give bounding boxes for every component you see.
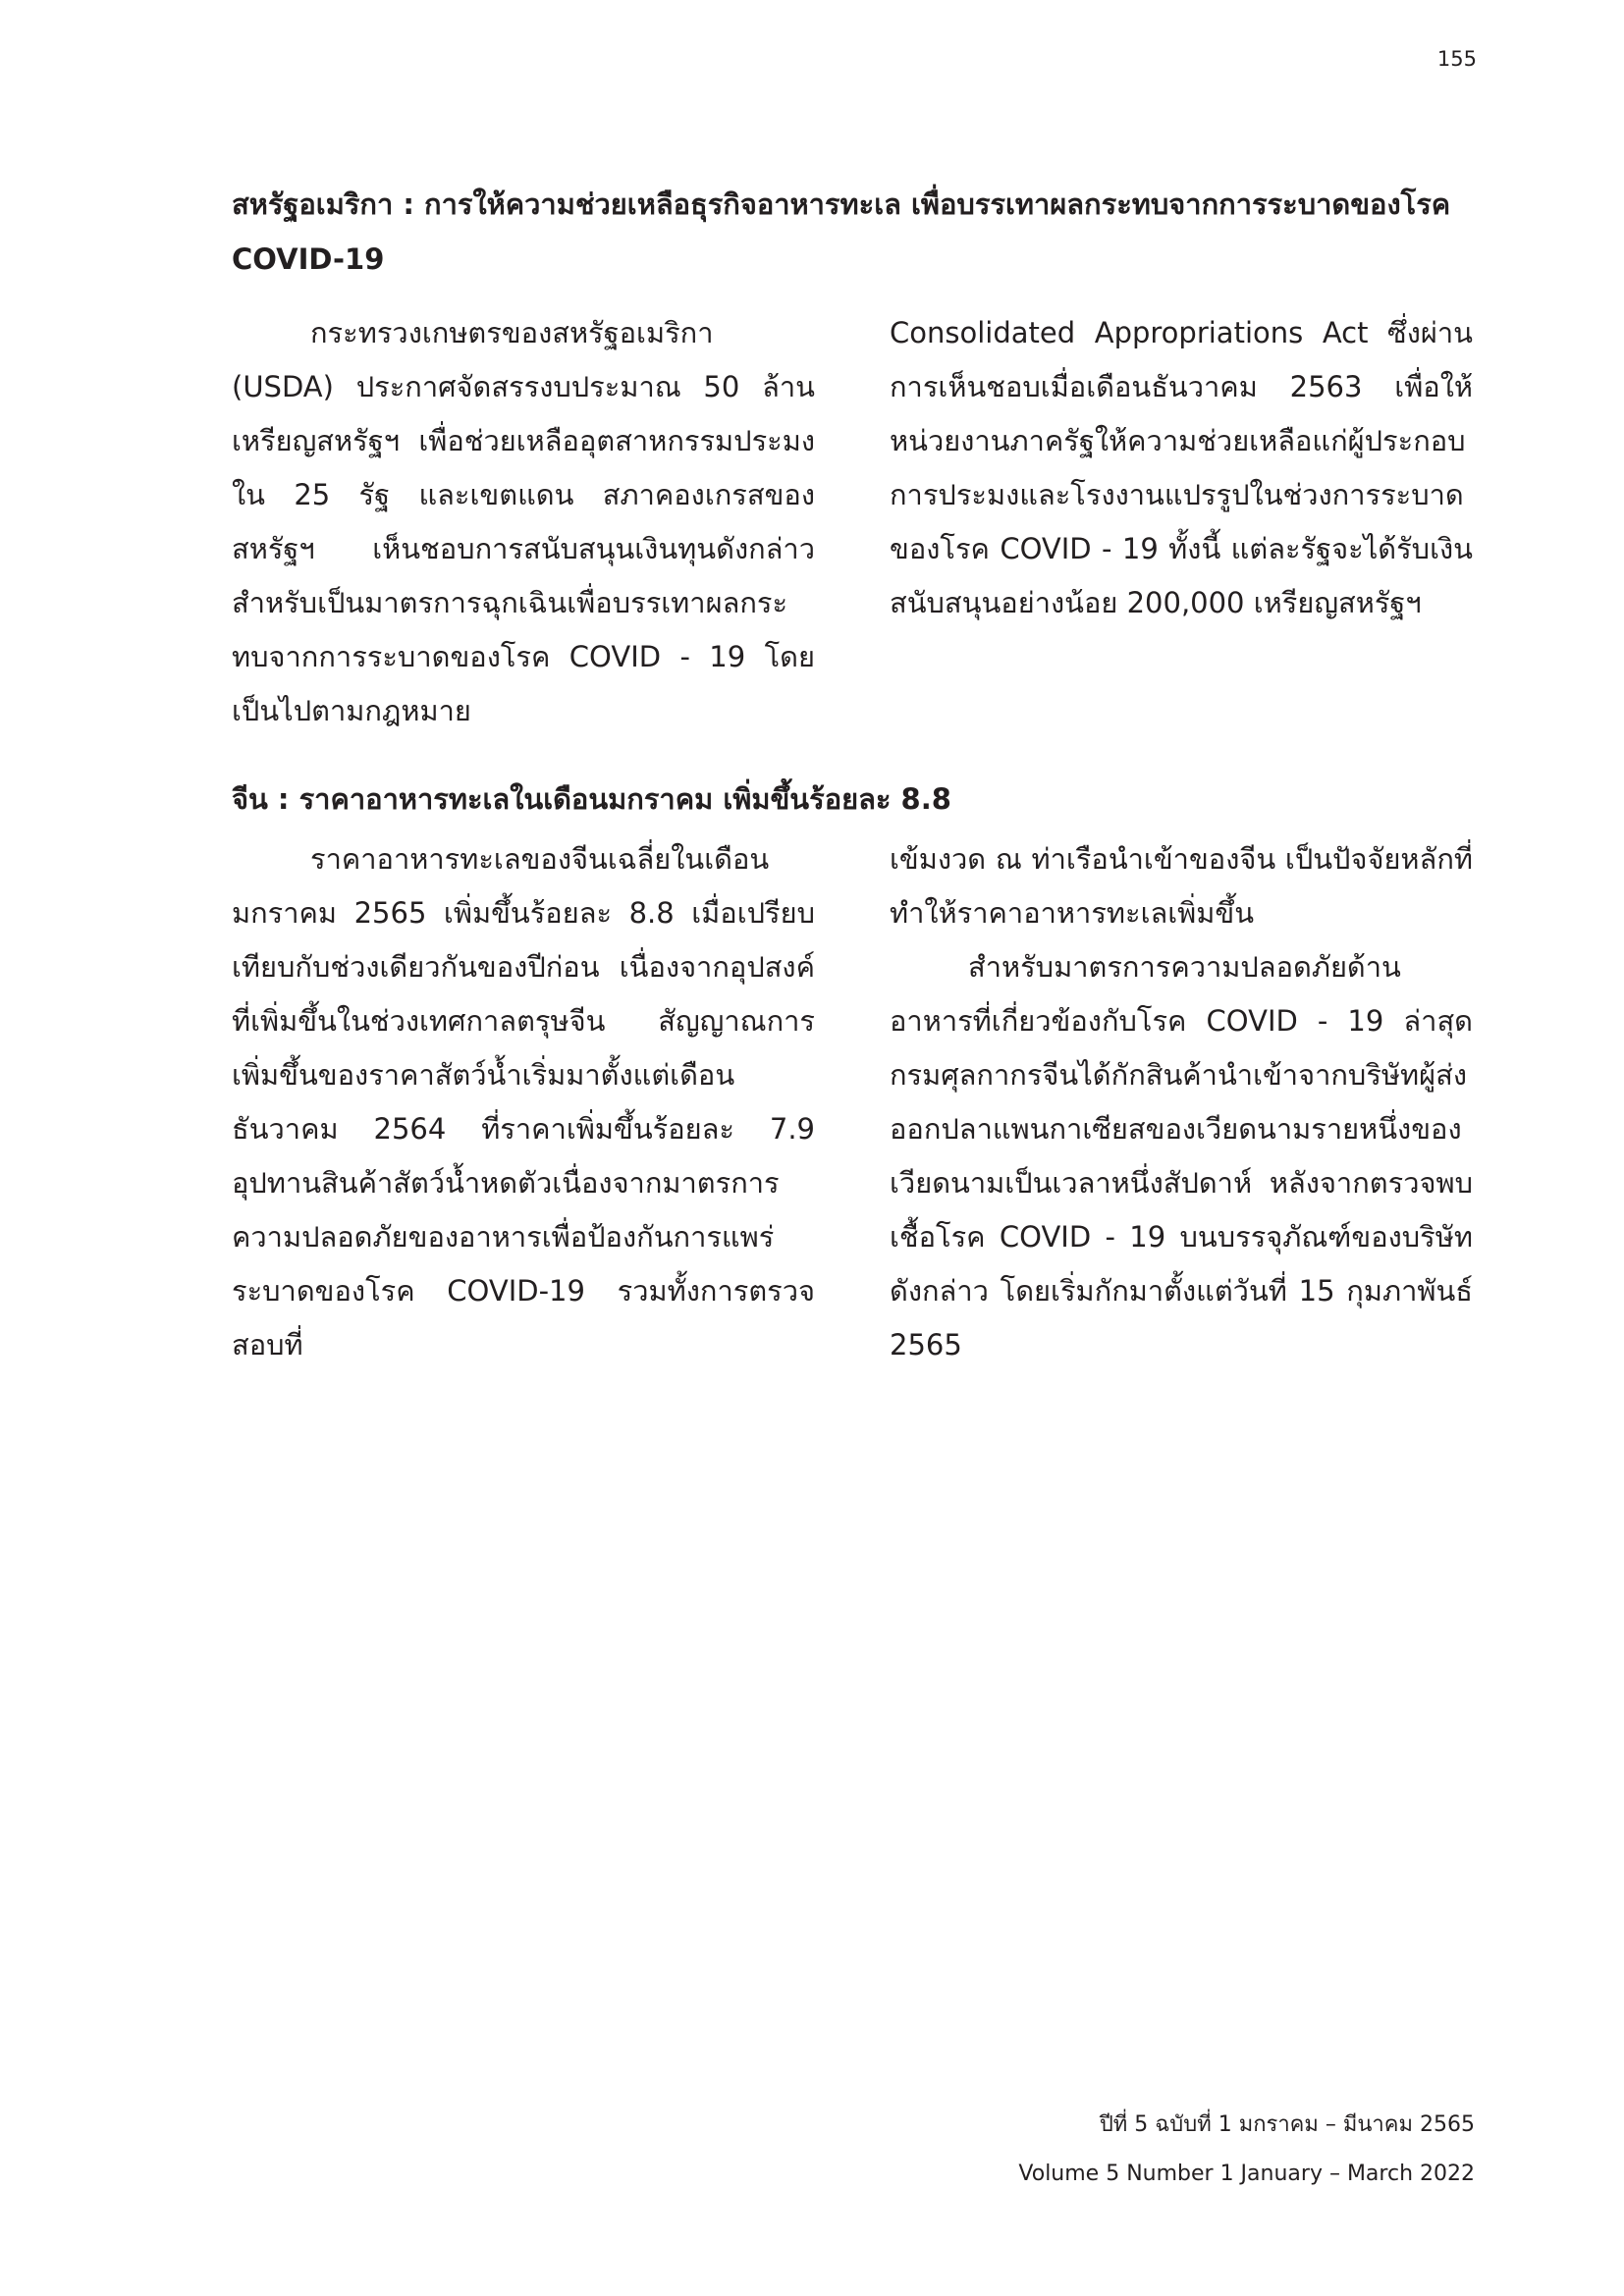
journal-footer <box>1018 2101 1475 2199</box>
left-column <box>232 306 815 738</box>
section-title: จีน : ราคาอาหารทะเลในเดือนมกราคม เพิ่มขึ้นร้อยละ 8.8 <box>232 782 951 816</box>
right-column <box>890 306 1473 738</box>
section-usa <box>232 177 1473 738</box>
right-column <box>890 832 1473 1372</box>
paragraph: สำหรับมาตรการความปลอดภัยด้านอาหารที่เกี่ยวข้องกับโรค COVID - 19 ล่าสุด กรมศุลกากรจีนได้กักสินค้านำเข้าจากบริษัทผู้ส่งออกปลาแพนกาเซียสของเวียดนามรายหนึ่งของเวียดนามเป็นเวลาหนึ่งสัปดาห์ หลังจากตรวจพบเชื้อโรค COVID - 19 บนบรรจุภัณฑ์ของบริษัทดังกล่าว โดยเริ่มกักมาตั้งแต่วันที่ 15 กุมภาพันธ์ 2565 <box>890 950 1473 1362</box>
two-column-body <box>232 832 1473 1372</box>
footer-english-issue: Volume 5 Number 1 January – March 2022 <box>1018 2162 1475 2186</box>
paragraph: กระทรวงเกษตรของสหรัฐอเมริกา (USDA) ประกาศจัดสรรงบประมาณ 50 ล้านเหรียญสหรัฐฯ เพื่อช่วยเหลืออุตสาหกรรมประมงใน 25 รัฐ และเขตแดน สภาคองเกรสของสหรัฐฯ เห็นชอบการสนับสนุนเงินทุนดังกล่าวสำหรับเป็นมาตรการฉุกเฉินเพื่อบรรเทาผลกระทบจากการระบาดของโรค COVID - 19 โดยเป็นไปตามกฎหมาย <box>232 316 815 727</box>
paragraph: เข้มงวด ณ ท่าเรือนำเข้าของจีน เป็นปัจจัยหลักที่ทำให้ราคาอาหารทะเลเพิ่มขึ้น <box>890 842 1473 930</box>
paragraph: Consolidated Appropriations Act ซึ่งผ่านการเห็นชอบเมื่อเดือนธันวาคม 2563 เพื่อให้หน่วยงานภาครัฐให้ความช่วยเหลือแก่ผู้ประกอบการประมงและโรงงานแปรรูปในช่วงการระบาดของโรค COVID - 19 ทั้งนี้ แต่ละรัฐจะได้รับเงินสนับสนุนอย่างน้อย 200,000 เหรียญสหรัฐฯ <box>890 316 1473 619</box>
section-title: สหรัฐอเมริกา : การให้ความช่วยเหลือธุรกิจอาหารทะเล เพื่อบรรเทาผลกระทบจากการระบาดของโรค COVID-19 <box>232 187 1451 276</box>
footer-thai-issue: ปีที่ 5 ฉบับที่ 1 มกราคม – มีนาคม 2565 <box>1099 2112 1475 2137</box>
left-column <box>232 832 815 1372</box>
section-china <box>232 772 1473 1372</box>
paragraph: ราคาอาหารทะเลของจีนเฉลี่ยในเดือนมกราคม 2565 เพิ่มขึ้นร้อยละ 8.8 เมื่อเปรียบเทียบกับช่วงเดียวกันของปีก่อน เนื่องจากอุปสงค์ที่เพิ่มขึ้นในช่วงเทศกาลตรุษจีน สัญญาณการเพิ่มขึ้นของราคาสัตว์น้ำเริ่มมาตั้งแต่เดือนธันวาคม 2564 ที่ราคาเพิ่มขึ้นร้อยละ 7.9 อุปทานสินค้าสัตว์น้ำหดตัวเนื่องจากมาตรการความปลอดภัยของอาหารเพื่อป้องกันการแพร่ระบาดของโรค COVID-19 รวมทั้งการตรวจสอบที่ <box>232 842 815 1362</box>
page-number: 155 <box>1436 47 1477 71</box>
two-column-body <box>232 306 1473 738</box>
